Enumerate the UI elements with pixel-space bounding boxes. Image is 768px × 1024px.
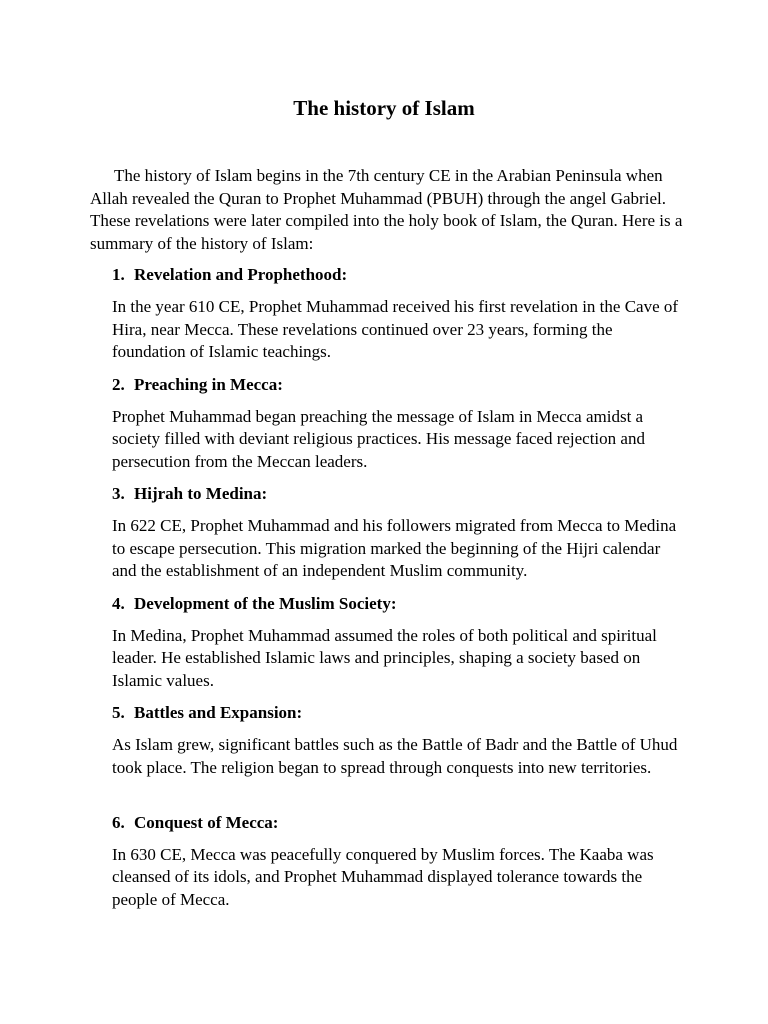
section-heading-text: Preaching in Mecca: [134, 374, 283, 394]
intro-paragraph: The history of Islam begins in the 7th century CE in the Arabian Peninsula when Allah revealed the Quran to Prophet Muhammad (PBUH) through the angel Gabriel. These revelations were later compiled into the holy book of Islam, the Quran. Here is a summary of the history of Islam: [90, 166, 683, 253]
section-heading [112, 374, 768, 396]
section-body: In 622 CE, Prophet Muhammad and his followers migrated from Mecca to Medina to escape persecution. This migration marked the beginning of the Hijri calendar and the establishment of an independent Muslim community. [112, 516, 677, 580]
section-preaching [0, 374, 768, 474]
section-body: In Medina, Prophet Muhammad assumed the roles of both political and spiritual leader. He established Islamic laws and principles, shaping a society based on Islamic values. [112, 625, 657, 690]
section-body: In 630 CE, Mecca was peacefully conquered by Muslim forces. The Kaaba was cleansed of its idols, and Prophet Muhammad displayed tolerance towards the people of Mecca. [112, 844, 654, 909]
section-body: In the year 610 CE, Prophet Muhammad received his first revelation in the Cave of Hira, near Mecca. These revelations continued over 23 years, forming the foundation of Islamic teachings. [112, 297, 679, 361]
section-heading [112, 593, 768, 615]
section-development [0, 593, 768, 693]
section-body: Prophet Muhammad began preaching the message of Islam in Mecca amidst a society filled with deviant religious practices. His message faced rejection and persecution from the Meccan leaders. [112, 406, 645, 471]
section-heading-text: Development of the Muslim Society: [134, 593, 397, 613]
section-number: 5. [112, 703, 125, 722]
section-battles [0, 702, 768, 802]
section-list [0, 264, 768, 911]
section-number: 3. [112, 484, 125, 503]
section-heading [112, 702, 768, 724]
section-conquest [0, 812, 768, 912]
section-body: As Islam grew, significant battles such as the Battle of Badr and the Battle of Uhud took place. The religion began to spread through conquests into new territories. [112, 735, 678, 777]
section-number: 1. [112, 265, 125, 284]
section-heading [112, 264, 768, 286]
section-heading-text: Battles and Expansion: [134, 703, 303, 722]
section-heading-text: Revelation and Prophethood: [134, 265, 348, 284]
section-heading [112, 483, 768, 505]
section-number: 4. [112, 593, 125, 613]
section-revelation [0, 264, 768, 364]
section-hijrah [0, 483, 768, 583]
section-heading [112, 812, 768, 834]
section-heading-text: Hijrah to Medina: [134, 484, 268, 503]
section-number: 2. [112, 374, 125, 394]
section-number: 6. [112, 812, 125, 832]
section-heading-text: Conquest of Mecca: [134, 812, 279, 832]
document-title: The history of Islam [293, 96, 475, 120]
